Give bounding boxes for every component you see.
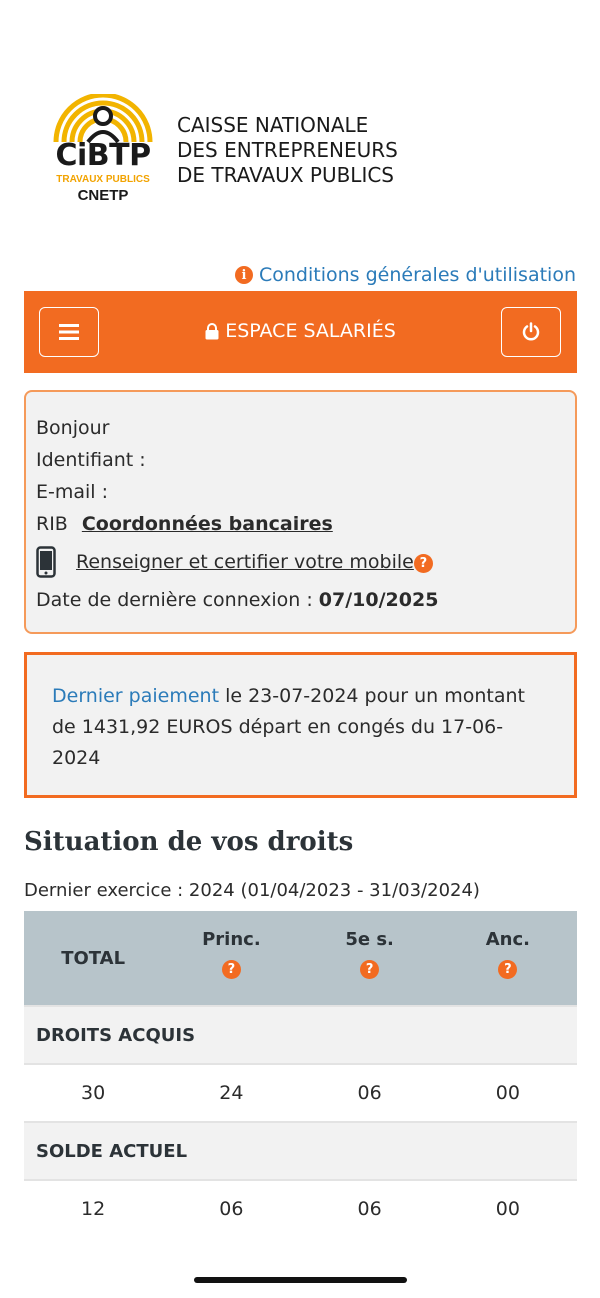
table-cell: 06 [219, 1198, 244, 1220]
header-anc [439, 911, 577, 1005]
header-total [24, 911, 162, 1005]
email-label: E-mail : [36, 481, 109, 503]
help-icon[interactable]: ? [222, 960, 241, 979]
logout-button[interactable] [501, 307, 561, 357]
user-info-card [24, 390, 577, 634]
last-login [36, 584, 565, 616]
help-icon[interactable]: ? [360, 960, 379, 979]
header-princ [162, 911, 300, 1005]
help-icon[interactable]: ? [498, 960, 517, 979]
power-icon [521, 322, 541, 342]
greeting: Bonjour [36, 417, 110, 439]
app-bar-title-label: ESPACE SALARIÉS [225, 320, 396, 342]
rib-row [36, 508, 565, 540]
header-label: Anc. [485, 929, 530, 950]
bank-details-link[interactable]: Coordonnées bancaires [81, 513, 333, 535]
logo-arcs-icon [44, 94, 162, 144]
table-cell: 12 [81, 1198, 106, 1220]
logo-cnetp: CNETP [77, 187, 129, 204]
rights-table [24, 911, 577, 1237]
identifier-label: Identifiant : [36, 449, 146, 471]
rights-title: Situation de vos droits [24, 827, 354, 857]
mobile-phone-icon [36, 546, 56, 578]
app-bar [24, 291, 577, 373]
table-cell: 00 [495, 1082, 520, 1104]
certify-mobile-link[interactable]: Renseigner et certifier votre mobile [76, 551, 414, 573]
exercise-period: Dernier exercice : 2024 (01/04/2023 - 31/03/2024) [24, 880, 480, 901]
rib-label: RIB [36, 513, 68, 535]
info-icon: i [235, 266, 253, 284]
terms-link[interactable] [235, 264, 576, 286]
logo-text: CiBTP [55, 138, 151, 173]
cibtp-logo [44, 94, 162, 206]
lock-icon [205, 323, 219, 340]
help-icon[interactable]: ? [414, 554, 433, 573]
org-line-1: CAISSE NATIONALE [177, 113, 369, 137]
org-line-3: DE TRAVAUX PUBLICS [177, 163, 395, 187]
app-bar-title [24, 320, 577, 342]
section-droits-acquis: DROITS ACQUIS [24, 1005, 577, 1063]
last-login-label: Date de dernière connexion : [36, 589, 313, 611]
last-payment-link[interactable]: Dernier paiement [52, 685, 220, 707]
org-line-2: DES ENTREPRENEURS [177, 138, 398, 162]
organization-name [177, 113, 398, 188]
table-cell: 00 [495, 1198, 520, 1220]
header-label: TOTAL [61, 947, 126, 969]
header-label: Princ. [202, 929, 261, 950]
terms-link-label: Conditions générales d'utilisation [259, 264, 576, 286]
table-cell: 06 [357, 1082, 382, 1104]
table-row [24, 1179, 577, 1237]
mobile-row [36, 546, 565, 578]
last-login-value: 07/10/2025 [318, 589, 439, 611]
table-header [24, 911, 577, 1005]
logo-subtitle: TRAVAUX PUBLICS [56, 174, 150, 185]
home-indicator[interactable] [194, 1277, 407, 1283]
table-row [24, 1063, 577, 1121]
header-label: 5e s. [345, 929, 394, 950]
table-cell: 30 [81, 1082, 106, 1104]
last-payment-box [24, 652, 577, 798]
table-cell: 24 [219, 1082, 244, 1104]
table-cell: 06 [357, 1198, 382, 1220]
last-payment-text: le 23-07-2024 pour un montant de 1431,92 EUROS départ en congés du 17-06-2024 [52, 685, 525, 769]
header-5e [301, 911, 439, 1005]
section-solde-actuel: SOLDE ACTUEL [24, 1121, 577, 1179]
